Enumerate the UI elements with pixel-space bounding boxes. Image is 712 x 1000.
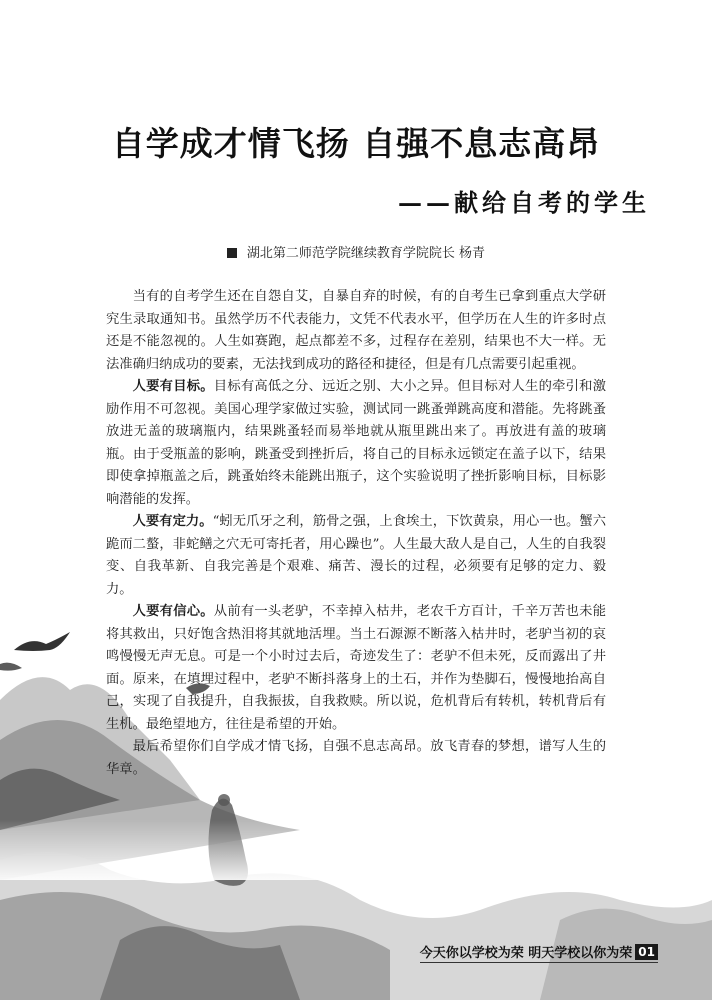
page-footer	[420, 942, 658, 961]
paragraph-text: “蚓无爪牙之利，筋骨之强，上食埃土，下饮黄泉，用心一也。蟹六跪而二螯，非蛇鳝之穴无可寄托者，用心躁也”。人生最大敌人是自己，人生的自我裂变、自我革新、自我完善是个艰难、痛苦、漫长的过程，必须要有足够的定力、毅力。	[106, 514, 607, 597]
paragraph-lead: 人要有定力。	[132, 514, 213, 529]
paragraph-goal	[106, 376, 606, 511]
footer-rule	[420, 962, 658, 963]
article-body	[106, 286, 606, 781]
paragraph-text: 最后希望你们自学成才情飞扬，自强不息志高昂。放飞青春的梦想，谱写人生的华章。	[106, 739, 606, 777]
paragraph-closing	[106, 736, 606, 781]
paragraph-intro	[106, 286, 606, 376]
paragraph-lead: 人要有目标。	[132, 379, 214, 394]
page-number: 01	[635, 944, 658, 960]
paragraph-text: 当有的自考学生还在自怨自艾，自暴自弃的时候，有的自考生已拿到重点大学研究生录取通知书。虽然学历不代表能力，文凭不代表水平，但学历在人生的许多时点还是不能忽视的。人生如赛跑，起点都差不多，过程存在差别，结果也不大一样。无法准确归纳成功的要素，无法找到成功的路径和捷径，但是有几点需要引起重视。	[106, 289, 606, 372]
paragraph-focus	[106, 511, 606, 601]
paragraph-lead: 人要有信心。	[132, 604, 214, 619]
footer-slogan: 今天你以学校为荣 明天学校以你为荣	[419, 946, 633, 961]
square-bullet-icon	[227, 248, 237, 258]
author-line	[0, 242, 712, 261]
paragraph-text: 目标有高低之分、远近之别、大小之异。但目标对人生的牵引和激励作用不可忽视。美国心理学家做过实验，测试同一跳蚤弹跳高度和潜能。先将跳蚤放进无盖的玻璃瓶内，结果跳蚤轻而易举地就从瓶里跳出来了。再放进有盖的玻璃瓶。由于受瓶盖的影响，跳蚤受到挫折后，将自己的目标永远锁定在盖子以下，结果即使拿掉瓶盖之后，跳蚤始终未能跳出瓶子，这个实验说明了挫折影响目标，目标影响潜能的发挥。	[106, 379, 607, 507]
paragraph-confidence	[106, 601, 606, 736]
paragraph-text: 从前有一头老驴，不幸掉入枯井，老农千方百计，千辛万苦也未能将其救出，只好饱含热泪将其就地活埋。当土石源源不断落入枯井时，老驴当初的哀鸣慢慢无声无息。可是一个小时过去后，奇迹发生了：老驴不但未死，反而露出了井面。原来，在填埋过程中，老驴不断抖落身上的土石，并作为垫脚石，慢慢地抬高自己，实现了自我提升，自我振拔，自我救赎。所以说，危机背后有转机，转机背后有生机。最绝望地方，往往是希望的开始。	[106, 604, 607, 732]
page-title: 自学成才情飞扬 自强不息志高昂	[111, 124, 601, 163]
subtitle: ——献给自考的学生	[398, 188, 650, 217]
author-text: 湖北第二师范学院继续教育学院院长 杨青	[246, 246, 486, 261]
